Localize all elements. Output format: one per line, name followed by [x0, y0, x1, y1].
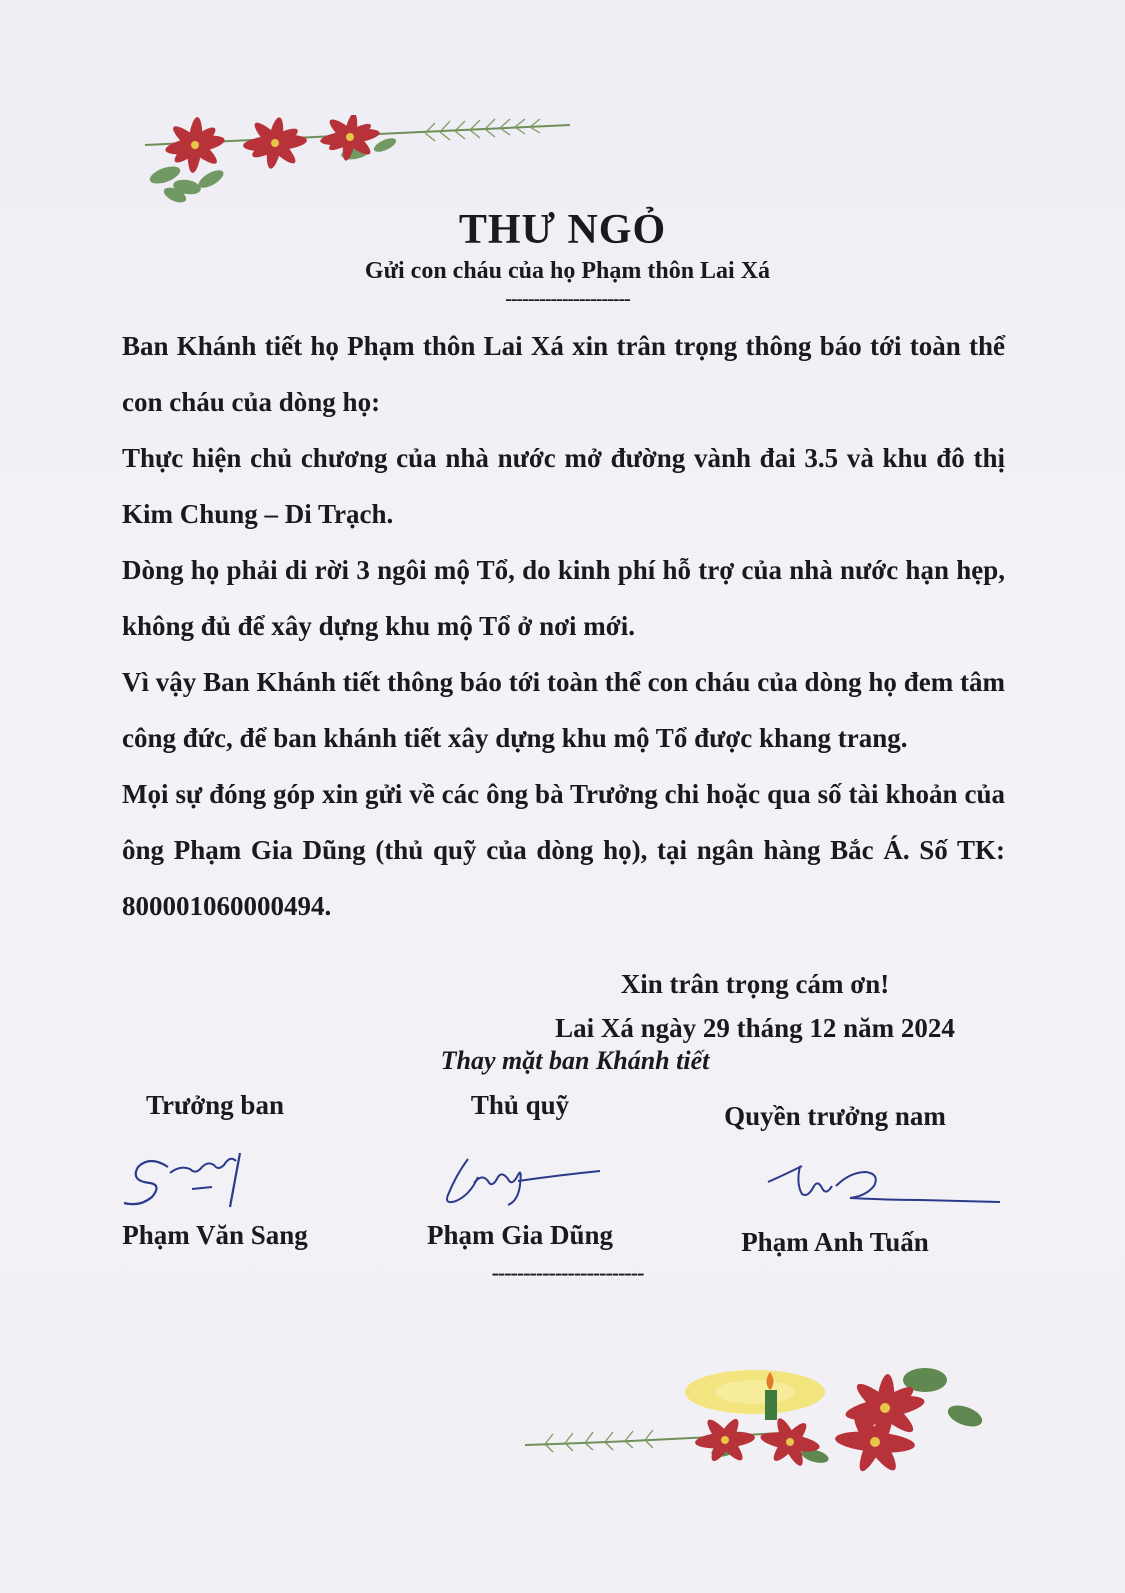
separator-bottom: ------------------------: [491, 1260, 644, 1285]
poinsettia-garland-icon: [125, 115, 585, 210]
separator-top: ----------------------: [505, 288, 630, 310]
signatory-acting-patriarch: [690, 1096, 980, 1262]
date-line: Lai Xá ngày 29 tháng 12 năm 2024: [555, 1013, 955, 1043]
signatory-role: Trưởng ban: [146, 1090, 284, 1120]
signatory-name: Phạm Anh Tuấn: [741, 1227, 929, 1257]
signature-icon: [690, 1136, 980, 1222]
signature-icon: [390, 1125, 650, 1215]
paragraph-donation-call: Vì vậy Ban Khánh tiết thông báo tới toàn thể con cháu của dòng họ đem tâm công đức, để ban khánh tiết xây dựng khu mộ Tổ được khang trang.: [122, 667, 1005, 753]
candle-poinsettia-icon: [525, 1360, 995, 1480]
paragraph-relocation: Dòng họ phải di rời 3 ngôi mộ Tổ, do kinh phí hỗ trợ của nhà nước hạn hẹp, không đủ để xây dựng khu mộ Tổ ở nơi mới.: [122, 555, 1005, 641]
signatory-name: Phạm Gia Dũng: [426, 1220, 614, 1250]
signatory-head: [90, 1085, 340, 1255]
signatory-role: Quyền trưởng nam: [724, 1101, 946, 1131]
letter-title: THƯ NGỎ: [458, 207, 667, 253]
paragraph-bank-account: Mọi sự đóng góp xin gửi về các ông bà Trưởng chi hoặc qua số tài khoản của ông Phạm Gia Dũng (thủ quỹ của dòng họ), tại ngân hàng Bắc Á. Số TK: 800001060000494.: [122, 779, 1005, 921]
signatory-role: Thủ quỹ: [470, 1090, 570, 1120]
signatory-name: Phạm Văn Sang: [122, 1220, 308, 1250]
closing-thanks: Xin trân trọng cám ơn!: [620, 969, 890, 999]
letter-subtitle: Gửi con cháu của họ Phạm thôn Lai Xá: [364, 258, 771, 284]
signature-icon: [90, 1125, 340, 1215]
on-behalf-line: Thay mặt ban Khánh tiết: [440, 1046, 710, 1075]
signatory-treasurer: [390, 1085, 650, 1255]
closing-block: [520, 962, 990, 1050]
letter-body: [122, 318, 1005, 934]
paragraph-announcement: Ban Khánh tiết họ Phạm thôn Lai Xá xin trân trọng thông báo tới toàn thể con cháu của dòng họ:: [122, 331, 1005, 417]
paragraph-ring-road: Thực hiện chủ chương của nhà nước mở đường vành đai 3.5 và khu đô thị Kim Chung – Di Trạch.: [122, 443, 1005, 529]
